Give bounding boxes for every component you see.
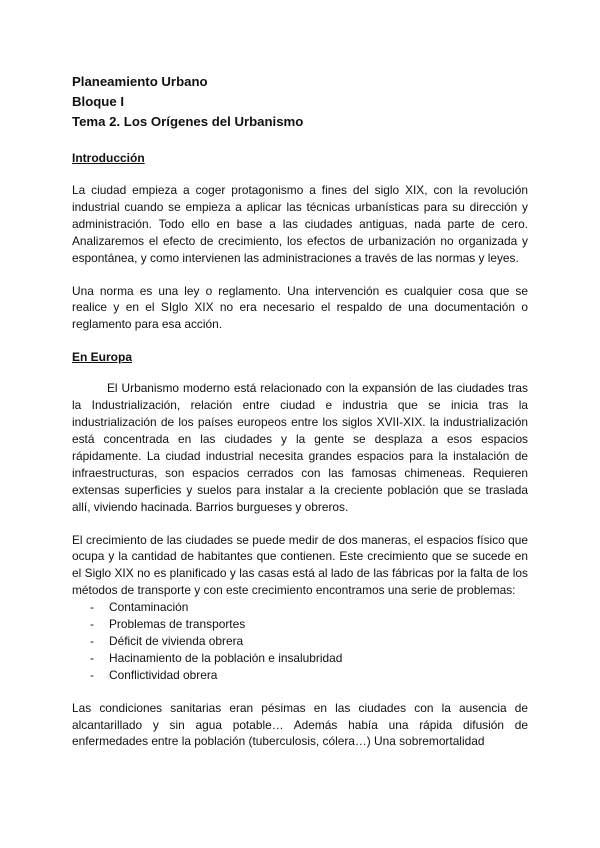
problems-list bbox=[72, 599, 528, 684]
europa-paragraph-1: El Urbanismo moderno está relacionado con la expansión de las ciudades tras la Industrialización, relación entre ciudad e industria que se inicia tras la industrialización de los países europeos entre los siglos XVII-XIX. la industrialización está concentrada en las ciudades y la gente se desplaza a esos espacios rápidamente. La ciudad industrial necesita grandes espacios para la instalación de infraestructuras, son espacios cerrados con las famosas chimeneas. Requieren extensas superficies y suelos para instalar a la creciente población que se traslada allí, viviendo hacinada. Barrios burgueses y obreros. bbox=[72, 381, 528, 514]
europa-paragraph-3: Las condiciones sanitarias eran pésimas en las ciudades con la ausencia de alcantarillado y sin agua potable… Además había una rápida difusión de enfermedades entre la población (tuberculosis, cólera…) Una sobremortalidad bbox=[72, 700, 528, 749]
list-item-text: Problemas de transportes bbox=[109, 617, 246, 632]
section-heading-introduccion: Introducción bbox=[72, 151, 145, 165]
list-marker: - bbox=[90, 633, 94, 648]
list-item bbox=[90, 599, 528, 616]
course-title: Planeamiento Urbano bbox=[72, 74, 208, 89]
list-item-text: Contaminación bbox=[109, 600, 189, 615]
list-item-text: Conflictividad obrera bbox=[109, 667, 218, 682]
list-marker: - bbox=[90, 650, 94, 665]
list-item bbox=[90, 650, 528, 667]
topic-title: Tema 2. Los Orígenes del Urbanismo bbox=[72, 114, 304, 129]
intro-paragraph-2: Una norma es una ley o reglamento. Una intervención es cualquier cosa que se realice y en el SIglo XIX no era necesario el respaldo de una documentación o reglamento para esa acción. bbox=[72, 283, 528, 332]
section-heading-europa: En Europa bbox=[72, 350, 133, 365]
list-item bbox=[90, 616, 528, 633]
intro-paragraph-1: La ciudad empieza a coger protagonismo a fines del siglo XIX, con la revolución industrial cuando se empieza a aplicar las técnicas urbanísticas para su dirección y administración. Todo ello en base a las ciudades antiguas, nada parte de cero. Analizaremos el efecto de crecimiento, los efectos de urbanización no organizada y espontánea, y como intervienen las administraciones a través de las normas y leyes. bbox=[72, 183, 528, 265]
list-marker: - bbox=[90, 667, 94, 682]
list-item bbox=[90, 633, 528, 650]
list-item-text: Hacinamiento de la población e insalubridad bbox=[109, 650, 343, 665]
list-item-text: Déficit de vivienda obrera bbox=[109, 633, 244, 648]
list-item bbox=[90, 667, 528, 684]
list-marker: - bbox=[90, 617, 94, 632]
europa-paragraph-2: El crecimiento de las ciudades se puede medir de dos maneras, el espacios físico que ocupa y la cantidad de habitantes que contienen. Este crecimiento que se sucede en el Siglo XIX no es planificado y las casas está al lado de las fábricas por la falta de los métodos de transporte y con este crecimiento encontramos una serie de problemas: bbox=[72, 532, 528, 598]
list-marker: - bbox=[90, 600, 94, 615]
document-title-block bbox=[72, 72, 528, 132]
block-title: Bloque I bbox=[72, 94, 125, 109]
